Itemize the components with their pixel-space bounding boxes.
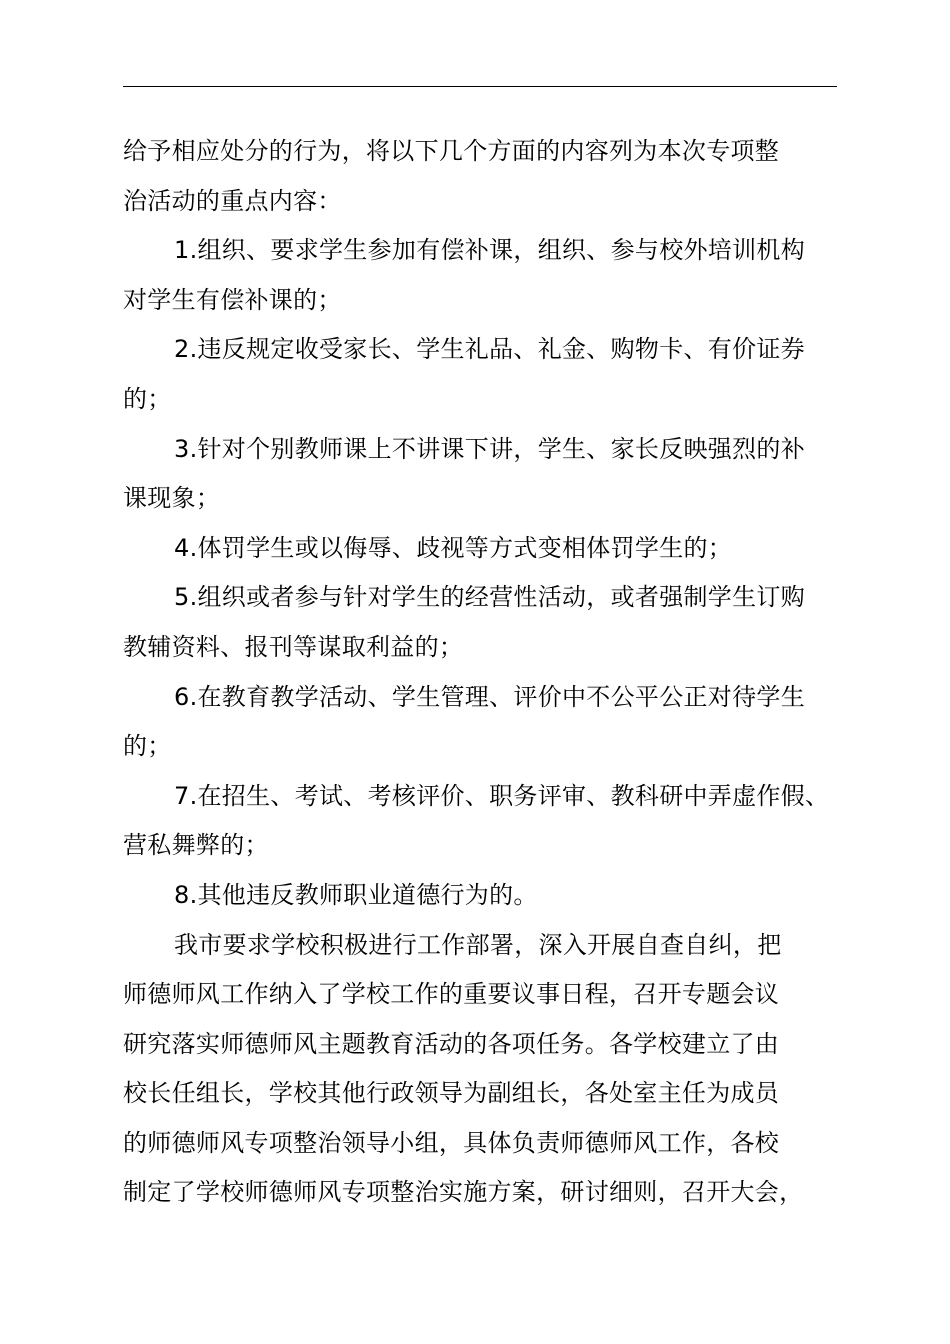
text-line: 4.体罚学生或以侮辱、歧视等方式变相体罚学生的； bbox=[174, 533, 733, 562]
text-line: 研究落实师德师风主题教育活动的各项任务。各学校建立了由 bbox=[123, 1029, 780, 1058]
text-line: 对学生有偿补课的； bbox=[123, 285, 342, 314]
text-line: 营私舞弊的； bbox=[123, 831, 269, 860]
document-body bbox=[123, 127, 841, 1218]
header-rule bbox=[123, 86, 837, 87]
text-line: 3.针对个别教师课上不讲课下讲，学生、家长反映强烈的补 bbox=[174, 434, 805, 463]
text-line: 教辅资料、报刊等谋取利益的； bbox=[123, 632, 464, 661]
text-line: 的师德师风专项整治领导小组，具体负责师德师风工作，各校 bbox=[123, 1128, 780, 1157]
text-line: 6.在教育教学活动、学生管理、评价中不公平公正对待学生 bbox=[174, 682, 805, 711]
text-line: 2.违反规定收受家长、学生礼品、礼金、购物卡、有价证券 bbox=[174, 335, 805, 364]
text-line: 的； bbox=[123, 732, 172, 761]
text-line: 制定了学校师德师风专项整治实施方案，研讨细则，召开大会， bbox=[123, 1178, 804, 1207]
text-line: 我市要求学校积极进行工作部署，深入开展自查自纠，把 bbox=[174, 930, 782, 959]
text-line: 1.组织、要求学生参加有偿补课，组织、参与校外培训机构 bbox=[174, 236, 805, 265]
text-line: 5.组织或者参与针对学生的经营性活动，或者强制学生订购 bbox=[174, 583, 805, 612]
text-line: 8.其他违反教师职业道德行为的。 bbox=[174, 880, 538, 909]
text-line: 给予相应处分的行为，将以下几个方面的内容列为本次专项整 bbox=[123, 137, 780, 165]
text-line: 的； bbox=[123, 384, 172, 413]
text-line: 课现象； bbox=[123, 484, 221, 513]
text-line: 7.在招生、考试、考核评价、职务评审、教科研中弄虚作假、 bbox=[174, 781, 830, 810]
text-line: 师德师风工作纳入了学校工作的重要议事日程，召开专题会议 bbox=[123, 980, 780, 1009]
text-line: 校长任组长，学校其他行政领导为副组长，各处室主任为成员 bbox=[123, 1079, 780, 1108]
text-line: 治活动的重点内容： bbox=[123, 186, 342, 215]
